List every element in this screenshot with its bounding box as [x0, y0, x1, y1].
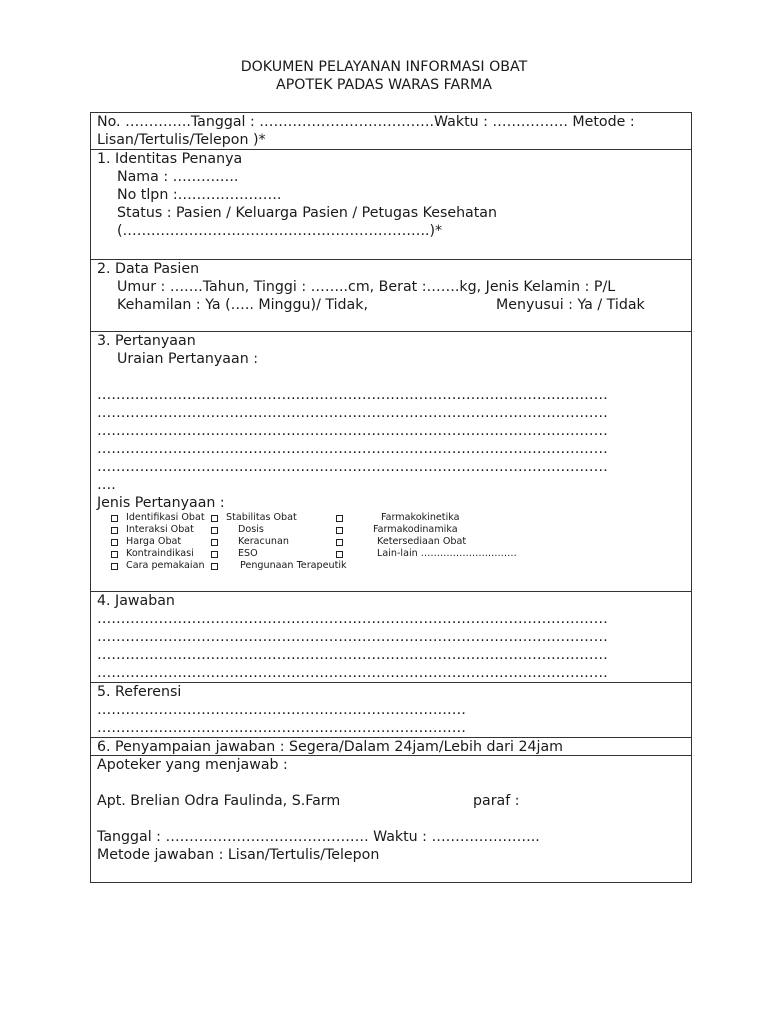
metode-jawaban-field: Metode jawaban : Lisan/Tertulis/Telepon — [97, 847, 380, 863]
penyampaian-text: 6. Penyampaian jawaban : Segera/Dalam 24jam/Lebih dari 24jam — [97, 739, 563, 755]
document-title — [0, 58, 768, 94]
option-label: Cara pemakaian — [126, 560, 205, 571]
checkbox-icon[interactable] — [111, 551, 118, 558]
jawaban-heading: 4. Jawaban — [97, 593, 175, 609]
uraian-dots-line: ……………………………………………………………………………………………… — [97, 459, 608, 475]
paraf-label: paraf : — [473, 793, 520, 809]
option-ketersediaan-obat[interactable] — [336, 536, 466, 548]
option-lain-lain[interactable] — [336, 548, 517, 560]
option-interaksi-obat[interactable] — [111, 524, 194, 536]
checkbox-icon[interactable] — [336, 539, 343, 546]
form-table — [90, 112, 692, 883]
option-harga-obat[interactable] — [111, 536, 181, 548]
jenis-label: Jenis Pertanyaan : — [97, 495, 225, 511]
option-dosis[interactable] — [211, 524, 264, 536]
option-farmakokinetika[interactable] — [336, 512, 460, 524]
uraian-dots-line: ……………………………………………………………………………………………… — [97, 387, 608, 403]
option-label: Farmakodinamika — [373, 524, 458, 535]
checkbox-icon[interactable] — [211, 551, 218, 558]
jawaban-dots-line: ……………………………………………………………………………………………… — [97, 665, 608, 681]
checkbox-icon[interactable] — [111, 563, 118, 570]
checkbox-icon[interactable] — [211, 515, 218, 522]
option-label: Pengunaan Terapeutik — [240, 560, 347, 571]
jawaban-dots-line: ……………………………………………………………………………………………… — [97, 611, 608, 627]
status-other-field: (………………………………………………………..)* — [117, 223, 443, 239]
option-eso[interactable] — [211, 548, 258, 560]
jawaban-dots-line: ……………………………………………………………………………………………… — [97, 629, 608, 645]
jawaban-dots-line: ……………………………………………………………………………………………… — [97, 647, 608, 663]
title-line-1: DOKUMEN PELAYANAN INFORMASI OBAT — [240, 59, 528, 75]
checkbox-icon[interactable] — [111, 515, 118, 522]
header-line-1: No. …………..Tanggal : ……………………………….Waktu : ……………. Metode : — [97, 114, 635, 130]
option-label: Stabilitas Obat — [226, 512, 297, 523]
option-label: Kontraindikasi — [126, 548, 194, 559]
option-identifikasi-obat[interactable] — [111, 512, 205, 524]
uraian-label: Uraian Pertanyaan : — [117, 351, 258, 367]
jenis-options — [91, 512, 691, 582]
option-stabilitas-obat[interactable] — [211, 512, 297, 524]
referensi-dots-line: …………………………………………………………………… — [97, 720, 466, 736]
checkbox-icon[interactable] — [336, 515, 343, 522]
pasien-line-1: Umur : …….Tahun, Tinggi : ……..cm, Berat :…….kg, Jenis Kelamin : P/L — [117, 279, 616, 295]
section-pasien — [91, 260, 691, 332]
uraian-dots-tail: …. — [97, 477, 116, 493]
checkbox-icon[interactable] — [211, 539, 218, 546]
tlpn-field: No tlpn :…………………. — [117, 187, 282, 203]
option-label: Keracunan — [238, 536, 289, 547]
identitas-heading: 1. Identitas Penanya — [97, 151, 243, 167]
option-label: Lain-lain ………………………… — [377, 548, 517, 559]
option-label: Interaksi Obat — [126, 524, 194, 535]
section-penyampaian — [91, 738, 691, 756]
referensi-heading: 5. Referensi — [97, 684, 182, 700]
checkbox-icon[interactable] — [336, 551, 343, 558]
option-label: Identifikasi Obat — [126, 512, 205, 523]
checkbox-icon[interactable] — [111, 527, 118, 534]
option-farmakodinamika[interactable] — [336, 524, 458, 536]
apoteker-name: Apt. Brelian Odra Faulinda, S.Farm — [97, 793, 341, 809]
status-field: Status : Pasien / Keluarga Pasien / Petugas Kesehatan — [117, 205, 497, 221]
apoteker-label: Apoteker yang menjawab : — [97, 757, 288, 773]
option-pengunaan-terapeutik[interactable] — [211, 560, 347, 572]
section-referensi — [91, 683, 691, 738]
option-label: Ketersediaan Obat — [377, 536, 467, 547]
section-identitas — [91, 150, 691, 260]
uraian-dots-line: ……………………………………………………………………………………………… — [97, 405, 608, 421]
checkbox-icon[interactable] — [111, 539, 118, 546]
referensi-dots-line: …………………………………………………………………… — [97, 702, 466, 718]
option-label: Farmakokinetika — [381, 512, 460, 523]
section-pertanyaan — [91, 332, 691, 592]
uraian-dots-line: ……………………………………………………………………………………………… — [97, 441, 608, 457]
checkbox-icon[interactable] — [211, 527, 218, 534]
nama-field: Nama : ………….. — [117, 169, 239, 185]
uraian-dots-line: ……………………………………………………………………………………………… — [97, 423, 608, 439]
title-line-2: APOTEK PADAS WARAS FARMA — [276, 77, 492, 93]
header-line-2: Lisan/Tertulis/Telepon )* — [97, 132, 266, 148]
option-label: ESO — [238, 548, 258, 559]
checkbox-icon[interactable] — [211, 563, 218, 570]
option-cara-pemakaian[interactable] — [111, 560, 205, 572]
option-label: Harga Obat — [126, 536, 182, 547]
section-jawaban — [91, 592, 691, 683]
kehamilan-field: Kehamilan : Ya (….. Minggu)/ Tidak, — [117, 297, 368, 313]
header-row — [91, 113, 691, 150]
option-keracunan[interactable] — [211, 536, 289, 548]
pertanyaan-heading: 3. Pertanyaan — [97, 333, 196, 349]
pasien-heading: 2. Data Pasien — [97, 261, 200, 277]
checkbox-icon[interactable] — [336, 527, 343, 534]
option-label: Dosis — [238, 524, 264, 535]
section-apoteker — [91, 756, 691, 882]
tanggal-waktu-field: Tanggal : ……………………………………. Waktu : ………………….. — [97, 829, 540, 845]
menyusui-field: Menyusui : Ya / Tidak — [496, 297, 645, 313]
option-kontraindikasi[interactable] — [111, 548, 194, 560]
